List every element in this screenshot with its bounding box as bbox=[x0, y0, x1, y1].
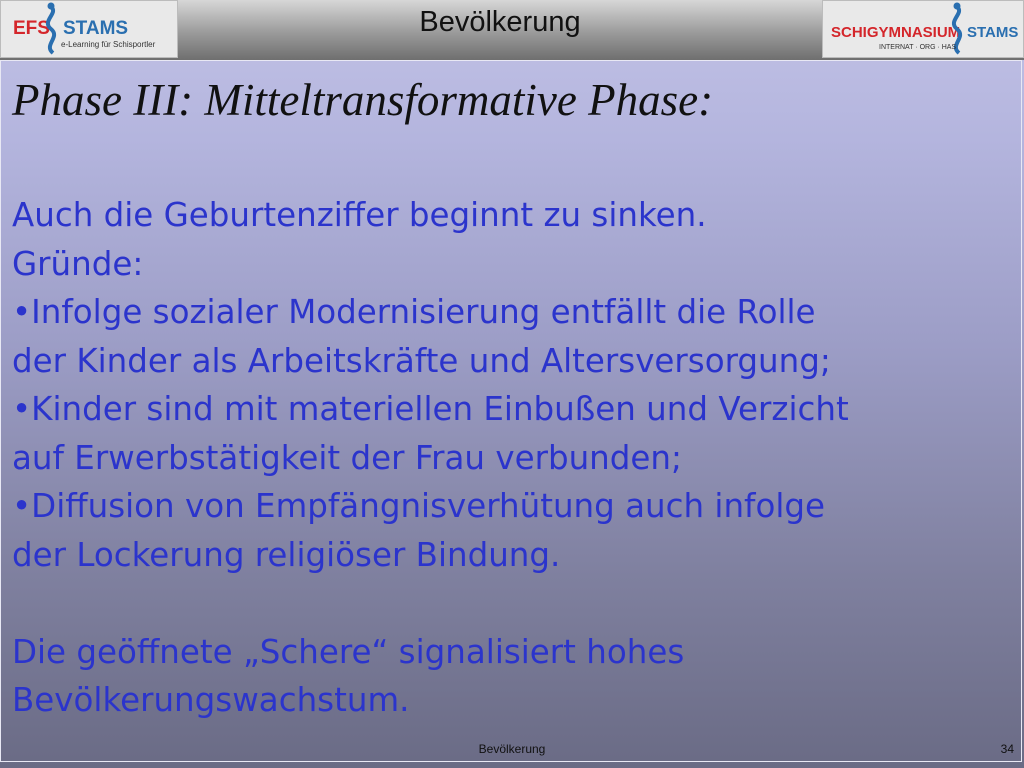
slide-body bbox=[12, 191, 1012, 725]
skier-head-icon bbox=[48, 3, 55, 10]
logo-tagline: INTERNAT · ORG · HAS bbox=[879, 44, 957, 51]
bullet-line: •Kinder sind mit materiellen Einbußen und Verzicht bbox=[12, 390, 849, 428]
skier-head-icon bbox=[954, 3, 961, 10]
bullet-line: •Diffusion von Empfängnisverhütung auch infolge bbox=[12, 487, 826, 525]
body-line: Die geöffnete „Schere“ signalisiert hohes bbox=[12, 632, 685, 671]
body-line: der Lockerung religiöser Bindung. bbox=[12, 535, 561, 574]
slide-title: Phase III: Mitteltransformative Phase: bbox=[12, 75, 714, 125]
schigymnasium-stams-logo bbox=[822, 0, 1024, 58]
header-bar bbox=[0, 0, 1024, 60]
body-line: Auch die Geburtenziffer beginnt zu sinken. bbox=[12, 196, 707, 234]
logo-schigymnasium-text: SCHIGYMNASIUM bbox=[831, 24, 961, 41]
page-number: 34 bbox=[1000, 742, 1014, 756]
bullet-line: •Infolge sozialer Modernisierung entfällt die Rolle bbox=[12, 293, 816, 331]
body-line: der Kinder als Arbeitskräfte und Altersversorgung; bbox=[12, 341, 831, 380]
footer-label: Bevölkerung bbox=[478, 742, 546, 756]
paragraph-gap bbox=[12, 579, 1012, 628]
efs-stams-logo-graphic bbox=[1, 1, 179, 59]
header-title: Bevölkerung bbox=[419, 6, 581, 38]
logo-stams-text: STAMS bbox=[967, 24, 1019, 41]
logo-efs-text: EFS bbox=[13, 18, 50, 39]
body-line: auf Erwerbstätigkeit der Frau verbunden; bbox=[12, 438, 682, 477]
logo-stams-text: STAMS bbox=[63, 18, 129, 39]
efs-stams-logo bbox=[0, 0, 178, 58]
body-line: Bevölkerungswachstum. bbox=[12, 681, 410, 719]
body-line: Gründe: bbox=[12, 244, 144, 283]
schigymnasium-logo-graphic bbox=[823, 1, 1024, 59]
logo-tagline: e-Learning für Schisportler bbox=[61, 40, 156, 49]
